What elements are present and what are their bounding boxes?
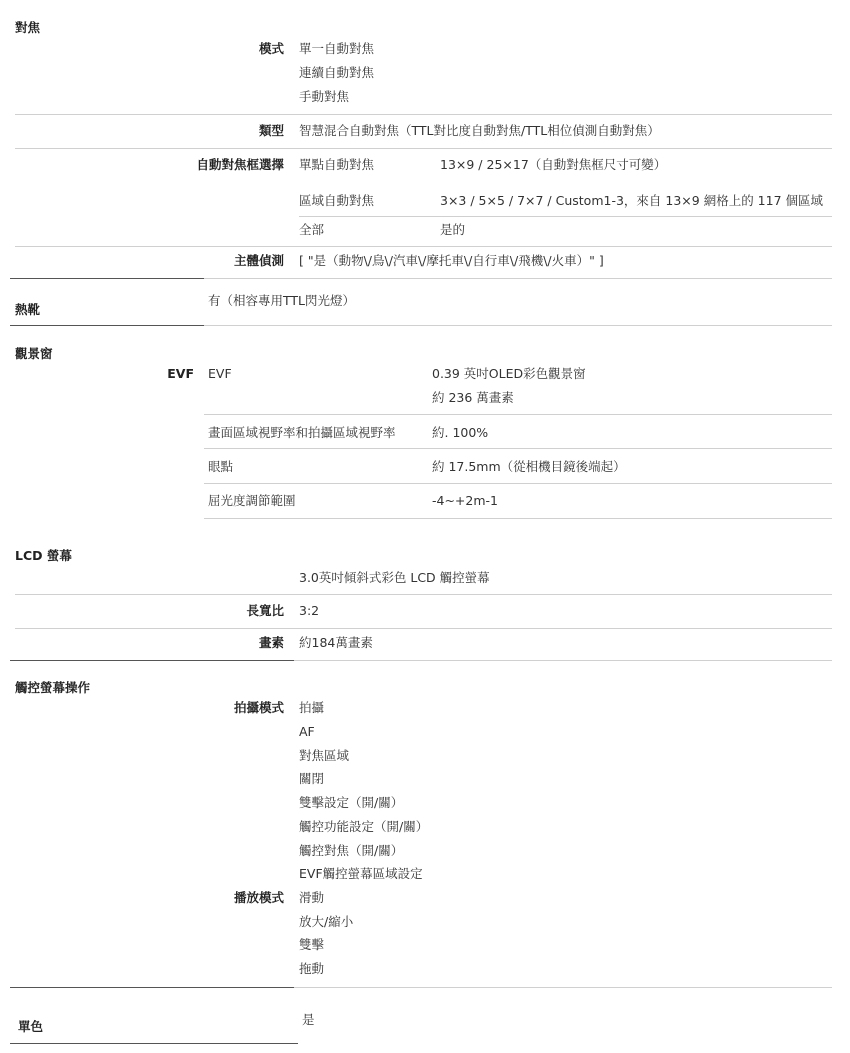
af-frame-value-all: 是的 — [440, 222, 466, 237]
section-title-hotshoe: 熱靴 — [15, 302, 41, 317]
shoot-item-7: 觸控對焦（開/關） — [299, 843, 404, 858]
af-mode-label: 模式 — [258, 41, 284, 56]
section-divider — [10, 325, 204, 326]
shoot-item-3: 對焦區域 — [299, 748, 350, 763]
af-frame-name-zone: 區域自動對焦 — [299, 193, 375, 208]
af-frame-name-single: 單點自動對焦 — [299, 157, 375, 172]
play-item-4: 拖動 — [299, 961, 325, 976]
shoot-item-1: 拍攝 — [299, 700, 325, 715]
divider — [15, 114, 832, 115]
aspect-ratio-value: 3:2 — [299, 603, 320, 618]
diopter-value: -4~+2m-1 — [432, 493, 499, 508]
section-title-mono: 單色 — [18, 1019, 44, 1034]
evf-row-label: EVF — [208, 366, 232, 381]
evf-group-label: EVF — [167, 366, 194, 381]
play-mode-label: 播放模式 — [233, 890, 284, 905]
divider — [204, 278, 832, 279]
divider — [294, 660, 832, 661]
section-divider — [10, 1043, 298, 1044]
divider — [204, 325, 832, 326]
mono-value: 是 — [302, 1012, 315, 1027]
divider — [204, 448, 832, 449]
play-item-3: 雙擊 — [299, 937, 325, 952]
divider — [204, 518, 832, 519]
af-mode-value-2: 連續自動對焦 — [299, 65, 375, 80]
lcd-pixels-value: 約184萬畫素 — [299, 635, 373, 650]
coverage-label: 畫面區域視野率和拍攝區域視野率 — [208, 425, 396, 440]
evf-row-value-1: 0.39 英吋OLED彩色觀景窗 — [432, 366, 586, 381]
af-frame-value-single: 13×9 / 25×17（自動對焦框尺寸可變） — [440, 157, 667, 172]
af-mode-value-3: 手動對焦 — [299, 89, 350, 104]
shoot-mode-label: 拍攝模式 — [233, 700, 284, 715]
divider — [15, 148, 832, 149]
divider — [294, 987, 832, 988]
section-title-af: 對焦 — [15, 20, 41, 35]
af-type-value: 智慧混合自動對焦（TTL對比度自動對焦/TTL相位偵測自動對焦） — [299, 123, 660, 138]
hotshoe-value: 有（相容專用TTL閃光燈） — [208, 293, 356, 308]
play-item-1: 滑動 — [299, 890, 325, 905]
diopter-label: 屈光度調節範圍 — [208, 493, 296, 508]
section-divider — [10, 660, 294, 661]
section-divider — [10, 987, 294, 988]
eyepoint-value: 約 17.5mm（從相機目鏡後端起） — [432, 459, 626, 474]
af-frame-label: 自動對焦框選擇 — [196, 157, 284, 172]
divider — [204, 483, 832, 484]
shoot-item-2: AF — [299, 724, 315, 739]
divider — [15, 628, 832, 629]
shoot-item-8: EVF觸控螢幕區域設定 — [299, 866, 423, 881]
lcd-pixels-label: 畫素 — [258, 635, 284, 650]
play-item-2: 放大/縮小 — [299, 914, 354, 929]
divider — [299, 216, 832, 217]
lcd-type-value: 3.0英吋傾斜式彩色 LCD 觸控螢幕 — [299, 570, 490, 585]
divider — [204, 414, 832, 415]
divider — [15, 594, 832, 595]
evf-row-value-2: 約 236 萬畫素 — [432, 390, 514, 405]
af-type-label: 類型 — [258, 123, 284, 138]
subject-detect-label: 主體偵測 — [233, 253, 284, 268]
shoot-item-4: 關閉 — [299, 771, 325, 786]
divider — [15, 246, 832, 247]
shoot-item-6: 觸控功能設定（開/關） — [299, 819, 429, 834]
af-mode-value-1: 單一自動對焦 — [299, 41, 375, 56]
subject-detect-value: [ "是（動物\/鳥\/汽車\/摩托車\/自行車\/飛機\/火車）" ] — [299, 253, 604, 268]
shoot-item-5: 雙擊設定（開/關） — [299, 795, 404, 810]
section-divider — [10, 278, 204, 279]
eyepoint-label: 眼點 — [208, 459, 234, 474]
section-title-finder: 觀景窗 — [15, 346, 53, 361]
aspect-ratio-label: 長寬比 — [246, 603, 284, 618]
coverage-value: 約. 100% — [432, 425, 489, 440]
section-title-touch: 觸控螢幕操作 — [15, 680, 91, 695]
section-title-lcd: LCD 螢幕 — [15, 548, 72, 563]
af-frame-value-zone: 3×3 / 5×5 / 7×7 / Custom1-3，來自 13×9 網格上的 117 個區域 — [440, 193, 824, 208]
af-frame-name-all: 全部 — [299, 222, 325, 237]
